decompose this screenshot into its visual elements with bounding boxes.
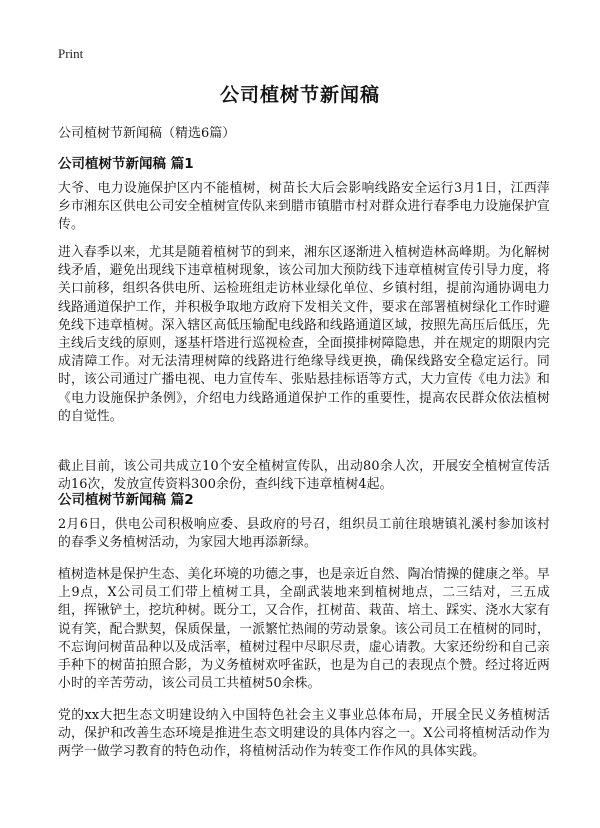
paragraph: 党的xx大把生态文明建设纳入中国特色社会主义事业总体布局，开展全民义务植树活动，保护和改善生态环境是推进生态文明建设的具体内容之一。X公司将植树活动作为两学一做学习教育的特色动作，将植树活动作为转变工作作风的具体实践。 [58, 708, 550, 760]
section-heading-1: 公司植树节新闻稿 篇1 [58, 156, 194, 172]
page-title: 公司植树节新闻稿 [219, 84, 380, 106]
paragraph: 截止目前，该公司共成立10个安全植树宣传队，出动80余人次，开展安全植树宣传活动16次，发放宣传资料300余份，查纠线下违章植树4起。 [58, 459, 550, 493]
paragraph: 植树造林是保护生态、美化环境的功德之事，也是亲近自然、陶冶情操的健康之举。早上9点，X公司员工们带上植树工具，全副武装地来到植树地点，二三结对，三五成组，挥锹铲土，挖坑种树。既分工，又合作，扛树苗、栽苗、培土、踩实、浇水大家有说有笑，配合默契，保质保量，一派繁忙热闹的劳动景象。该公司员工在植树的同时，不忘询问树苗品种以及成活率，植树过程中尽职尽责，虚心请教。大家还纷纷和自己亲手种下的树苗拍照合影，为义务植树欢呼雀跃，也是为自己的表现点个赞。经过将近两小时的辛苦劳动，该公司员工共植树50余株。 [58, 567, 550, 692]
paragraph: 2月6日，供电公司积极响应委、县政府的号召，组织员工前往琅塘镇礼溪村参加该村的春季义务植树活动，为家园大地再添新绿。 [58, 517, 550, 551]
page-subtitle: 公司植树节新闻稿（精选6篇） [58, 126, 236, 141]
paragraph: 进入春季以来，尤其是随着植树节的到来，湘东区逐渐进入植树造林高峰期。为化解树线矛盾，避免出现线下违章植树现象，该公司加大预防线下违章植树宣传引导力度，将关口前移，组织各供电所、运检班组走访林业绿化单位、乡镇村组，提前沟通协调电力线路通道保护工作，并积极争取地方政府下发相关文件，要求在部署植树绿化工作时避免线下违章植树。深入辖区高低压输配电线路和线路通道区域，按照先高压后低压，先主线后支线的原则，逐基杆塔进行巡视检查，全面摸排树障隐患，并在规定的期限内完成清障工作。对无法清理树障的线路进行绝缘导线更换，确保线路安全稳定运行。同时，该公司通过广播电视、电力宣传车、张贴悬挂标语等方式，大力宣传《电力法》和《电力设施保护条例》，介绍电力线路通道保护工作的重要性，提高农民群众依法植树的自觉性。 [58, 245, 550, 424]
section-heading-2: 公司植树节新闻稿 篇2 [58, 492, 194, 508]
print-link[interactable]: Print [58, 46, 84, 61]
paragraph: 大爷、电力设施保护区内不能植树，树苗长大后会影响线路安全运行3月1日，江西萍乡市湘东区供电公司安全植树宣传队来到腊市镇腊市村对群众进行春季电力设施保护宣传。 [58, 181, 550, 233]
